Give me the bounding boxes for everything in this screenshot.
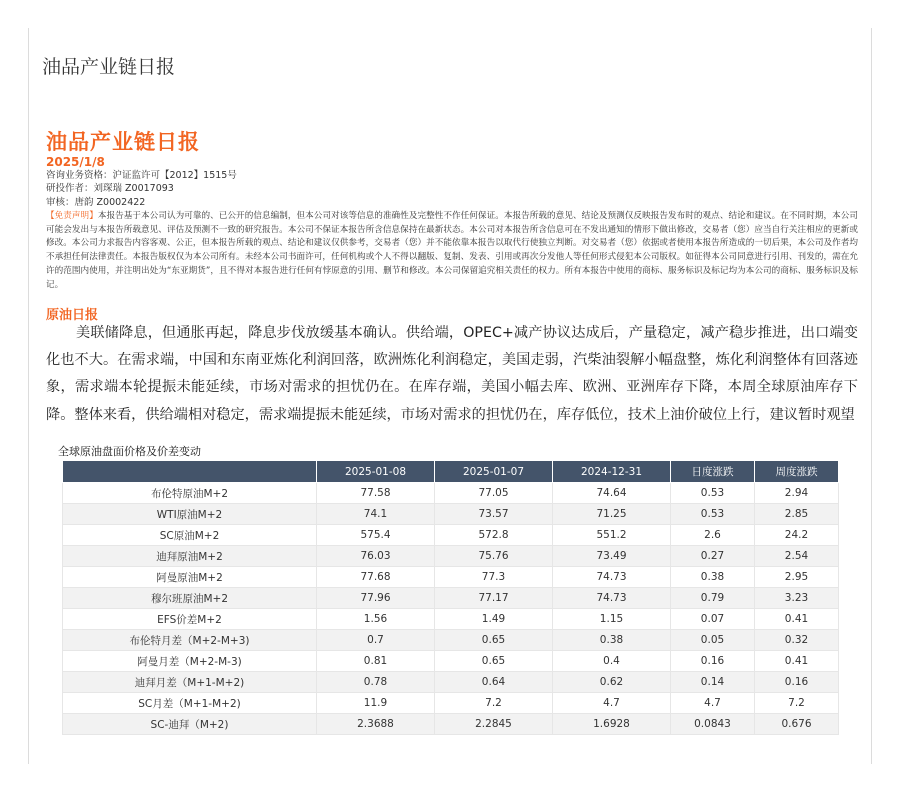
- disclaimer: [46, 210, 858, 292]
- row-label-cell: SC月差（M+1-M+2): [63, 693, 317, 714]
- value-cell: 77.96: [317, 588, 435, 609]
- value-cell: 75.76: [435, 546, 553, 567]
- row-label-cell: SC-迪拜（M+2): [63, 714, 317, 735]
- report-title: 油品产业链日报: [46, 130, 200, 154]
- header-cell: 2024-12-31: [553, 461, 671, 483]
- price-table: [62, 460, 839, 735]
- license-info: 咨询业务资格：沪证监许可【2012】1515号: [46, 170, 237, 181]
- disclaimer-text: 本报告基于本公司认为可靠的、已公开的信息编制，但本公司对该等信息的准确性及完整性不作任何保证。本报告所载的意见、结论及预测仅反映报告发布时的观点、结论和建议。在不同时期，本公司可能会发出与本报告所载意见、评估及预测不一致的研究报告。本公司不保证本报告所含信息保持在最新状态。本公司对本报告所含信息可在不发出通知的情形下做出修改，交易者（您）应当自行关注相应的更新或修改。本公司力求报告内容客观、公正，但本报告所载的观点、结论和建议仅供参考，交易者（您）并不能依靠本报告以取代行使独立判断。对交易者（您）依据或者使用本报告所造成的一切后果，本公司及作者均不承担任何法律责任。本报告版权仅为本公司所有。未经本公司书面许可，任何机构或个人不得以翻版、复制、发表、引用或再次分发他人等任何形式侵犯本公司版权。如征得本公司同意进行引用、刊发的，需在允许的范围内使用，并注明出处为“东亚期货”，且不得对本报告进行任何有悖原意的引用、删节和修改。本公司保留追究相关责任的权力。所有本报告中使用的商标、服务标识及标记均为本公司的商标、服务标识及标记。: [46, 211, 858, 290]
- header-cell: [63, 461, 317, 483]
- value-cell: 0.79: [671, 588, 755, 609]
- row-label-cell: 阿曼原油M+2: [63, 567, 317, 588]
- row-label-cell: SC原油M+2: [63, 525, 317, 546]
- table-header-row: [63, 461, 839, 483]
- value-cell: 0.65: [435, 630, 553, 651]
- value-cell: 0.16: [755, 672, 839, 693]
- row-label-cell: 布伦特原油M+2: [63, 483, 317, 504]
- left-border: [28, 28, 29, 764]
- analysis-paragraph: 美联储降息，但通胀再起，降息步伐放缓基本确认。供给端，OPEC+减产协议达成后，产量稳定，减产稳步推进，出口端变化也不大。在需求端，中国和东南亚炼化利润回落，欧洲炼化利润稳定，美国走弱，汽柴油裂解小幅盘整，炼化利润整体有回落迹象，需求端本轮提振未能延续，市场对需求的担忧仍在。在库存端，美国小幅去库、欧洲、亚洲库存下降，本周全球原油库存下降。整体来看，供给端相对稳定，需求端提振未能延续，市场对需求的担忧仍在，库存低位，技术上油价破位上行，建议暂时观望: [46, 325, 858, 423]
- value-cell: 0.38: [671, 567, 755, 588]
- value-cell: 0.41: [755, 651, 839, 672]
- value-cell: 7.2: [755, 693, 839, 714]
- right-border: [871, 28, 872, 764]
- row-label-cell: 穆尔班原油M+2: [63, 588, 317, 609]
- value-cell: 77.05: [435, 483, 553, 504]
- value-cell: 0.07: [671, 609, 755, 630]
- value-cell: 7.2: [435, 693, 553, 714]
- table-row: [63, 546, 839, 567]
- value-cell: 0.16: [671, 651, 755, 672]
- value-cell: 0.65: [435, 651, 553, 672]
- table-row: [63, 567, 839, 588]
- value-cell: 0.14: [671, 672, 755, 693]
- value-cell: 0.53: [671, 504, 755, 525]
- value-cell: 0.32: [755, 630, 839, 651]
- header-cell: 周度涨跌: [755, 461, 839, 483]
- reviewer-info: 审核：唐韵 Z0002422: [46, 197, 146, 208]
- value-cell: 0.676: [755, 714, 839, 735]
- table-row: [63, 630, 839, 651]
- table-caption: 全球原油盘面价格及价差变动: [58, 445, 201, 458]
- table-row: [63, 672, 839, 693]
- row-label-cell: 迪拜原油M+2: [63, 546, 317, 567]
- value-cell: 0.78: [317, 672, 435, 693]
- value-cell: 2.95: [755, 567, 839, 588]
- value-cell: 0.64: [435, 672, 553, 693]
- value-cell: 3.23: [755, 588, 839, 609]
- table-row: [63, 588, 839, 609]
- table-row: [63, 651, 839, 672]
- value-cell: 551.2: [553, 525, 671, 546]
- value-cell: 77.68: [317, 567, 435, 588]
- header-cell: 2025-01-08: [317, 461, 435, 483]
- table-row: [63, 609, 839, 630]
- value-cell: 0.0843: [671, 714, 755, 735]
- value-cell: 11.9: [317, 693, 435, 714]
- value-cell: 77.3: [435, 567, 553, 588]
- value-cell: 74.64: [553, 483, 671, 504]
- row-label-cell: 阿曼月差（M+2-M-3): [63, 651, 317, 672]
- value-cell: 77.17: [435, 588, 553, 609]
- value-cell: 1.49: [435, 609, 553, 630]
- table-row: [63, 525, 839, 546]
- value-cell: 0.4: [553, 651, 671, 672]
- row-label-cell: 布伦特月差（M+2-M+3): [63, 630, 317, 651]
- value-cell: 2.6: [671, 525, 755, 546]
- value-cell: 2.85: [755, 504, 839, 525]
- value-cell: 24.2: [755, 525, 839, 546]
- value-cell: 0.27: [671, 546, 755, 567]
- author-info: 研投作者：刘琛瑞 Z0017093: [46, 183, 174, 194]
- page-title: 油品产业链日报: [42, 56, 176, 78]
- value-cell: 74.73: [553, 588, 671, 609]
- value-cell: 0.62: [553, 672, 671, 693]
- value-cell: 0.81: [317, 651, 435, 672]
- value-cell: 73.57: [435, 504, 553, 525]
- header-cell: 日度涨跌: [671, 461, 755, 483]
- table-row: [63, 483, 839, 504]
- row-label-cell: EFS价差M+2: [63, 609, 317, 630]
- value-cell: 0.05: [671, 630, 755, 651]
- value-cell: 1.15: [553, 609, 671, 630]
- table-row: [63, 714, 839, 735]
- value-cell: 0.53: [671, 483, 755, 504]
- value-cell: 77.58: [317, 483, 435, 504]
- value-cell: 4.7: [671, 693, 755, 714]
- value-cell: 572.8: [435, 525, 553, 546]
- value-cell: 2.2845: [435, 714, 553, 735]
- row-label-cell: WTI原油M+2: [63, 504, 317, 525]
- value-cell: 4.7: [553, 693, 671, 714]
- value-cell: 74.73: [553, 567, 671, 588]
- value-cell: 1.6928: [553, 714, 671, 735]
- value-cell: 71.25: [553, 504, 671, 525]
- section-title: 原油日报: [46, 308, 99, 323]
- value-cell: 2.94: [755, 483, 839, 504]
- row-label-cell: 迪拜月差（M+1-M+2): [63, 672, 317, 693]
- value-cell: 74.1: [317, 504, 435, 525]
- value-cell: 2.54: [755, 546, 839, 567]
- value-cell: 1.56: [317, 609, 435, 630]
- value-cell: 73.49: [553, 546, 671, 567]
- disclaimer-tag: 【免责声明】: [46, 211, 98, 221]
- value-cell: 76.03: [317, 546, 435, 567]
- header-cell: 2025-01-07: [435, 461, 553, 483]
- value-cell: 0.41: [755, 609, 839, 630]
- table-row: [63, 693, 839, 714]
- report-date: 2025/1/8: [46, 155, 105, 169]
- value-cell: 0.38: [553, 630, 671, 651]
- value-cell: 0.7: [317, 630, 435, 651]
- table-row: [63, 504, 839, 525]
- value-cell: 575.4: [317, 525, 435, 546]
- value-cell: 2.3688: [317, 714, 435, 735]
